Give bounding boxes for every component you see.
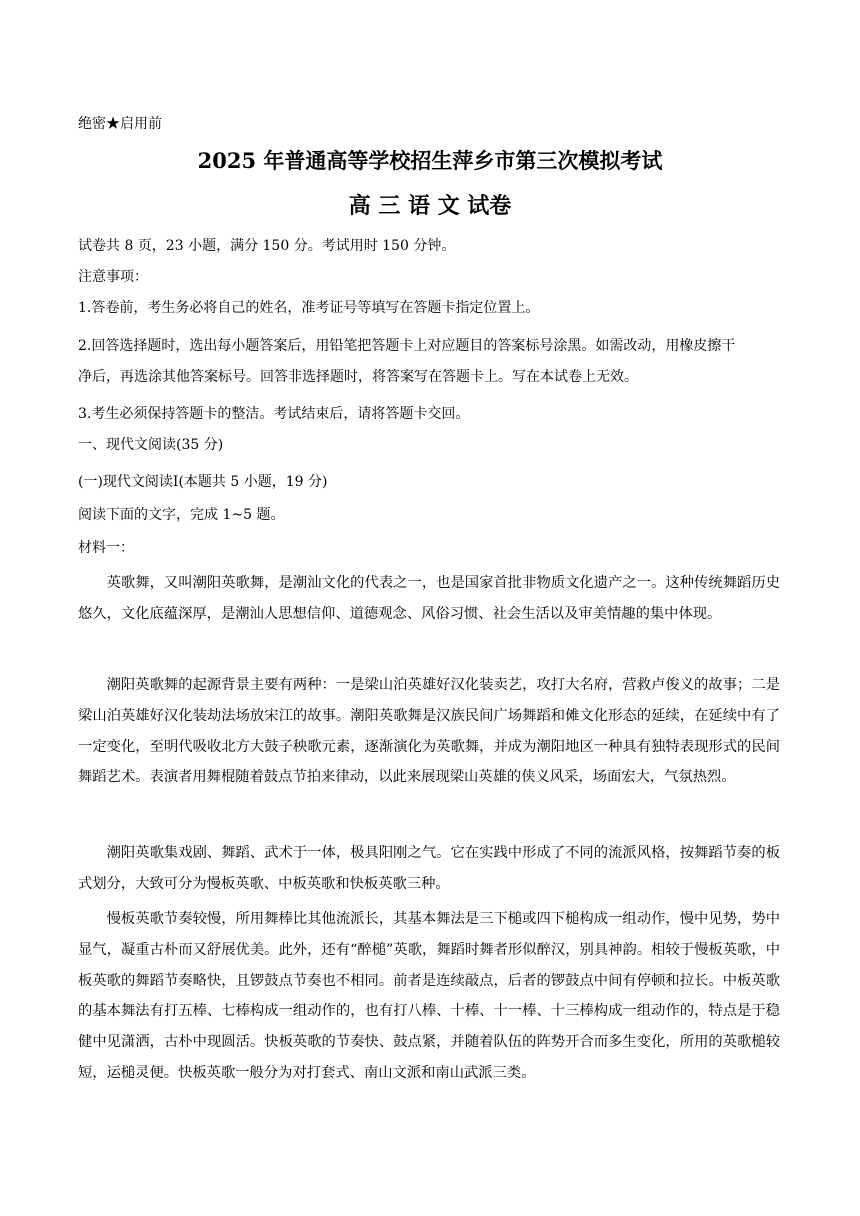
secret-mark: 绝密★启用前 — [78, 116, 162, 132]
material-paragraph-2: 潮阳英歌舞的起源背景主要有两种：一是梁山泊英雄好汉化装卖艺，攻打大名府，营救卢俊义的故事；二是梁山泊英雄好汉化装劫法场放宋江的故事。潮阳英歌舞是汉族民间广场舞蹈和傩文化形态的延续，在延续中有了一定变化，至明代吸收北方大鼓子秧歌元素，逐渐演化为英歌舞，并成为潮阳地区一种具有独特表现形式的民间舞蹈艺术。表演者用舞棍随着鼓点节拍来律动，以此来展现梁山英雄的侠义风采，场面宏大，气氛热烈。 — [78, 677, 780, 786]
notes-heading: 注意事项： — [78, 269, 148, 285]
note-item-3: 3.考生必须保持答题卡的整洁。考试结束后，请将答题卡交回。 — [78, 406, 470, 422]
exam-title: 2025 年普通高等学校招生萍乡市第三次模拟考试 — [197, 148, 663, 173]
section-subheading: (一)现代文阅读Ⅰ(本题共 5 小题，19 分) — [78, 474, 328, 490]
reading-instruction: 阅读下面的文字，完成 1~5 题。 — [78, 507, 285, 523]
paper-title: 高 三 语 文 试卷 — [348, 193, 512, 219]
section-heading: 一、现代文阅读(35 分) — [78, 437, 224, 453]
note-item-2-line-1: 2.回答选择题时，选出每小题答案后，用铅笔把答题卡上对应题目的答案标号涂黑。如需改动，用橡皮擦干 — [78, 338, 736, 354]
note-item-1: 1.答卷前，考生务必将自己的姓名，准考证号等填写在答题卡指定位置上。 — [78, 300, 540, 316]
exam-summary: 试卷共 8 页，23 小题，满分 150 分。考试用时 150 分钟。 — [78, 238, 456, 254]
material-paragraph-4: 慢板英歌节奏较慢，所用舞棒比其他流派长，其基本舞法是三下槌或四下槌构成一组动作，慢中见势，势中显气，凝重古朴而又舒展优美。此外，还有“醉槌”英歌，舞蹈时舞者形似醉汉，别具神韵。相较于慢板英歌，中板英歌的舞蹈节奏略快，且锣鼓点节奏也不相同。前者是连续敲点，后者的锣鼓点中间有停顿和拉长。中板英歌的基本舞法有打五棒、七棒构成一组动作的，也有打八棒、十棒、十一棒、十三棒构成一组动作的，特点是于稳健中见潇洒，古朴中现圆活。快板英歌的节奏快、鼓点紧，并随着队伍的阵势开合而多生变化，所用的英歌槌较短，运槌灵便。快板英歌一般分为对打套式、南山文派和南山武派三类。 — [78, 911, 780, 1081]
material-paragraph-1: 英歌舞，又叫潮阳英歌舞，是潮汕文化的代表之一，也是国家首批非物质文化遗产之一。这种传统舞蹈历史悠久，文化底蕴深厚，是潮汕人思想信仰、道德观念、风俗习惯、社会生活以及审美情趣的集中体现。 — [78, 575, 780, 622]
material-label: 材料一： — [78, 540, 134, 556]
note-item-2-line-2: 净后，再选涂其他答案标号。回答非选择题时，将答案写在答题卡上。写在本试卷上无效。 — [78, 369, 638, 385]
material-paragraph-3: 潮阳英歌集戏剧、舞蹈、武术于一体，极具阳刚之气。它在实践中形成了不同的流派风格，按舞蹈节奏的板式划分，大致可分为慢板英歌、中板英歌和快板英歌三种。 — [78, 845, 780, 892]
